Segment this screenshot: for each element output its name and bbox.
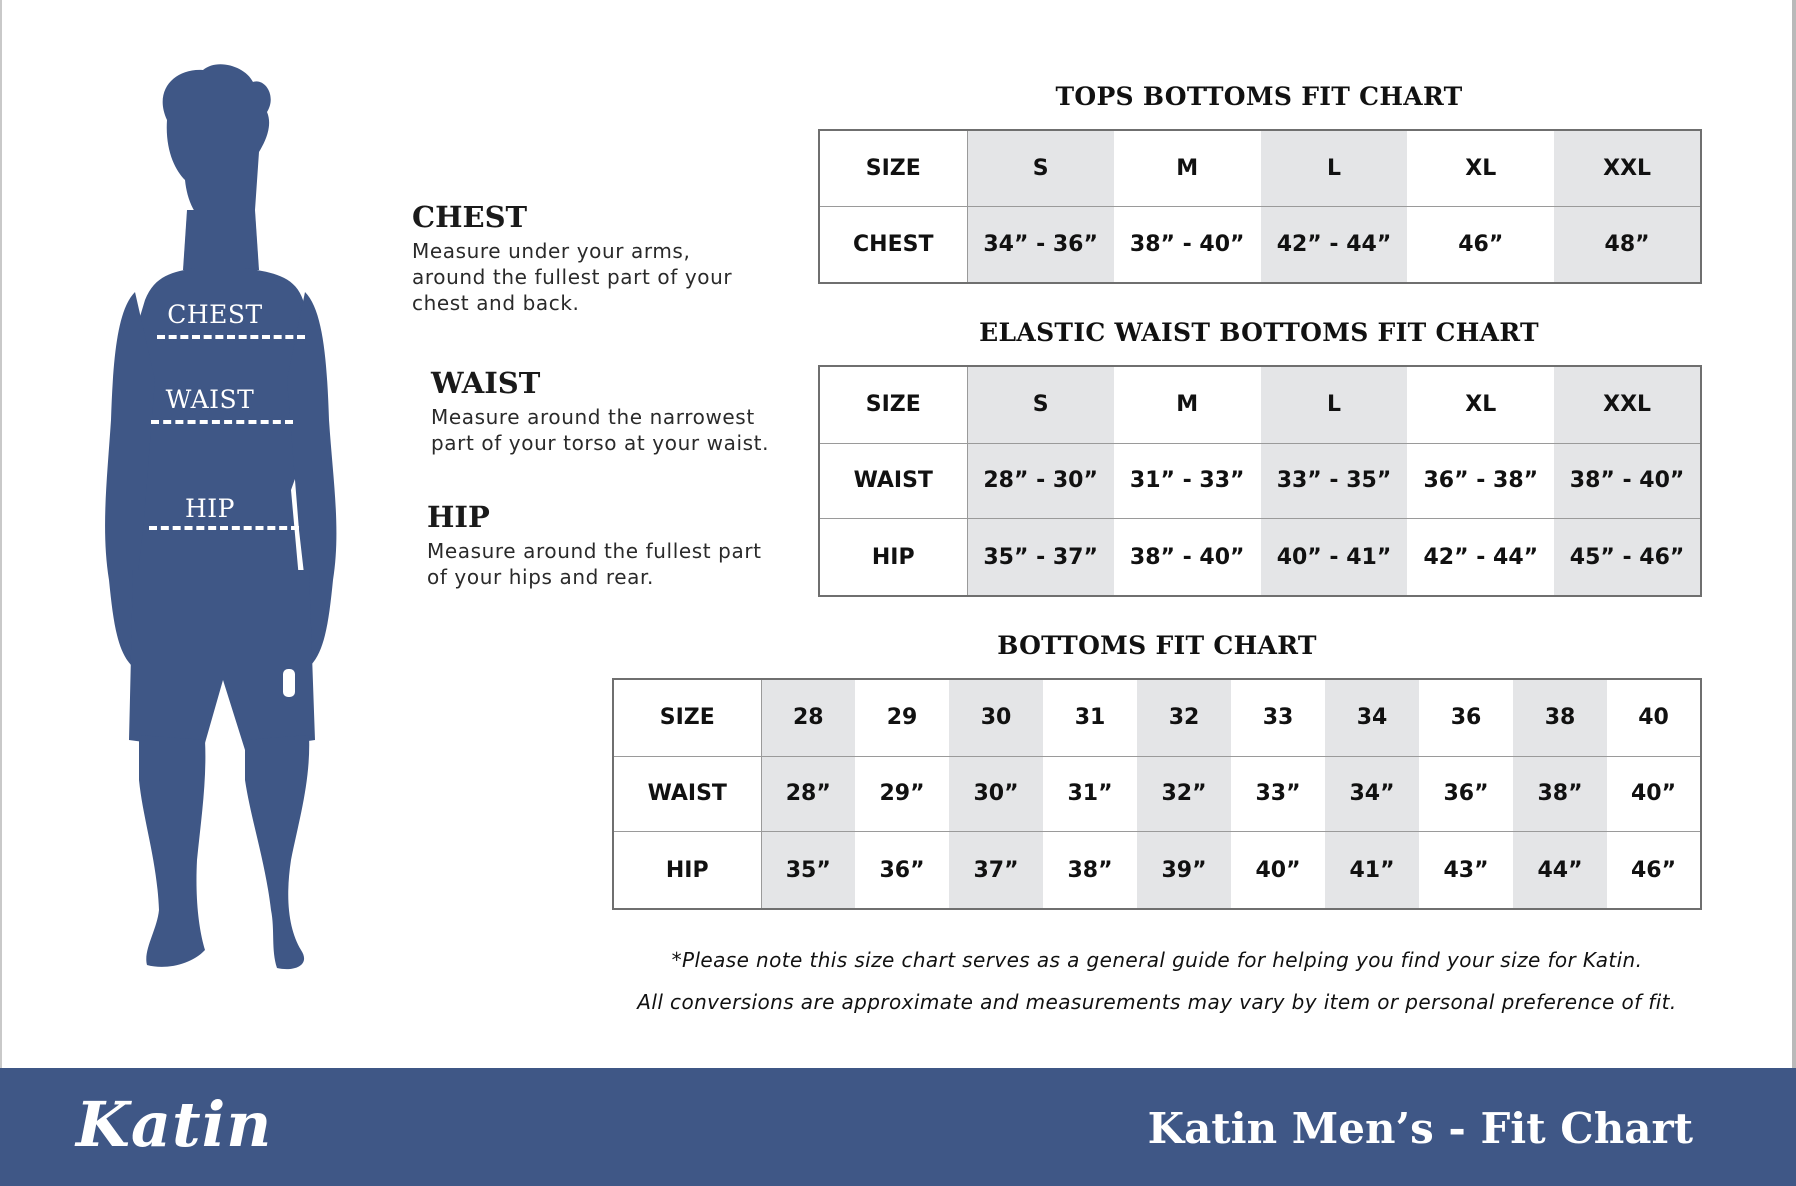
measurement-cell: 31” - 33” — [1114, 443, 1261, 519]
size-header-cell: L — [1261, 366, 1408, 443]
hip-measurement — [427, 500, 762, 590]
measurement-cell: 30” — [949, 756, 1043, 832]
waist-heading: WAIST — [431, 366, 541, 400]
page-frame-left — [0, 0, 2, 1070]
measurement-cell: 35” — [761, 832, 855, 909]
table-row — [613, 756, 1701, 832]
table-row — [819, 207, 1701, 284]
measurement-cell: 46” — [1607, 832, 1701, 909]
figure-chest-label: CHEST — [167, 300, 263, 329]
measurement-cell: 38” - 40” — [1114, 519, 1261, 596]
size-header-cell: 30 — [949, 679, 1043, 756]
hip-heading: HIP — [427, 500, 490, 534]
size-header-cell: S — [967, 366, 1114, 443]
measurement-cell: 33” — [1231, 756, 1325, 832]
measurement-cell: 38” — [1043, 832, 1137, 909]
measurement-cell: 48” — [1554, 207, 1701, 284]
table-row — [819, 443, 1701, 519]
row-label-cell: WAIST — [613, 756, 761, 832]
measurement-cell: 36” - 38” — [1407, 443, 1554, 519]
chest-desc-line-1: Measure under your arms, — [412, 239, 691, 263]
row-label-cell: CHEST — [819, 207, 967, 284]
measurement-cell: 35” - 37” — [967, 519, 1114, 596]
tops-fit-table — [818, 129, 1702, 284]
row-label-cell: HIP — [819, 519, 967, 596]
measurement-cell: 29” — [855, 756, 949, 832]
size-header-cell: 31 — [1043, 679, 1137, 756]
measurement-cell: 38” - 40” — [1114, 207, 1261, 284]
measurement-cell: 34” - 36” — [967, 207, 1114, 284]
row-label-cell: SIZE — [819, 130, 967, 207]
tops-chart-title: TOPS BOTTOMS FIT CHART — [1055, 82, 1463, 111]
measurement-cell: 28” — [761, 756, 855, 832]
size-header-cell: M — [1114, 130, 1261, 207]
note-line-1: *Please note this size chart serves as a general guide for helping you find your size for Katin. — [671, 948, 1643, 972]
size-header-cell: 32 — [1137, 679, 1231, 756]
size-header-cell: XL — [1407, 130, 1554, 207]
measurement-cell: 39” — [1137, 832, 1231, 909]
katin-logo: Katin — [76, 1088, 273, 1161]
size-header-cell: 34 — [1325, 679, 1419, 756]
bottoms-fit-table — [612, 678, 1702, 910]
footer-bar — [0, 1068, 1796, 1186]
size-header-cell: S — [967, 130, 1114, 207]
measurement-cell: 44” — [1513, 832, 1607, 909]
size-header-cell: 33 — [1231, 679, 1325, 756]
chest-dashed-line — [157, 335, 305, 339]
size-header-cell: 28 — [761, 679, 855, 756]
hip-dashed-line — [149, 526, 299, 530]
body-silhouette-figure — [95, 60, 395, 990]
measurement-cell: 36” — [855, 832, 949, 909]
figure-hip-label: HIP — [185, 494, 235, 523]
table-row — [613, 679, 1701, 756]
waist-dashed-line — [151, 420, 293, 424]
measurement-cell: 33” - 35” — [1261, 443, 1408, 519]
row-label-cell: SIZE — [819, 366, 967, 443]
chest-measurement — [412, 200, 732, 316]
waist-measurement — [431, 366, 769, 456]
chest-desc-line-3: chest and back. — [412, 291, 580, 315]
hip-desc-line-1: Measure around the fullest part — [427, 539, 762, 563]
table-row — [819, 366, 1701, 443]
measurement-cell: 38” — [1513, 756, 1607, 832]
measurement-cell: 40” — [1231, 832, 1325, 909]
measurement-cell: 45” - 46” — [1554, 519, 1701, 596]
measurement-cell: 43” — [1419, 832, 1513, 909]
measurement-cell: 28” - 30” — [967, 443, 1114, 519]
measurement-cell: 41” — [1325, 832, 1419, 909]
size-header-cell: M — [1114, 366, 1261, 443]
measurement-cell: 42” - 44” — [1407, 519, 1554, 596]
size-header-cell: 40 — [1607, 679, 1701, 756]
measurement-cell: 46” — [1407, 207, 1554, 284]
size-header-cell: XXL — [1554, 366, 1701, 443]
waist-desc-line-1: Measure around the narrowest — [431, 405, 755, 429]
measurement-cell: 36” — [1419, 756, 1513, 832]
row-label-cell: HIP — [613, 832, 761, 909]
figure-waist-label: WAIST — [165, 385, 255, 414]
body-silhouette-icon — [95, 60, 395, 990]
size-header-cell: XXL — [1554, 130, 1701, 207]
size-header-cell: L — [1261, 130, 1408, 207]
measurement-cell: 40” — [1607, 756, 1701, 832]
measurement-cell: 40” - 41” — [1261, 519, 1408, 596]
elastic-chart-title: ELASTIC WAIST BOTTOMS FIT CHART — [979, 318, 1539, 347]
page-frame-right — [1792, 0, 1796, 1070]
table-row — [819, 519, 1701, 596]
chest-heading: CHEST — [412, 200, 528, 234]
elastic-fit-table — [818, 365, 1702, 597]
footer-title: Katin Men’s - Fit Chart — [1147, 1104, 1693, 1153]
row-label-cell: WAIST — [819, 443, 967, 519]
measurement-cell: 42” - 44” — [1261, 207, 1408, 284]
row-label-cell: SIZE — [613, 679, 761, 756]
measurement-cell: 38” - 40” — [1554, 443, 1701, 519]
size-header-cell: 36 — [1419, 679, 1513, 756]
size-header-cell: 29 — [855, 679, 949, 756]
size-header-cell: 38 — [1513, 679, 1607, 756]
note-line-2: All conversions are approximate and measurements may vary by item or personal preference of fit. — [637, 990, 1677, 1014]
table-row — [819, 130, 1701, 207]
measurement-cell: 37” — [949, 832, 1043, 909]
size-header-cell: XL — [1407, 366, 1554, 443]
hip-desc-line-2: of your hips and rear. — [427, 565, 654, 589]
measurement-cell: 31” — [1043, 756, 1137, 832]
measurement-cell: 34” — [1325, 756, 1419, 832]
waist-desc-line-2: part of your torso at your waist. — [431, 431, 770, 455]
measurement-cell: 32” — [1137, 756, 1231, 832]
table-row — [613, 832, 1701, 909]
chest-desc-line-2: around the fullest part of your — [412, 265, 733, 289]
bottoms-chart-title: BOTTOMS FIT CHART — [997, 631, 1317, 660]
